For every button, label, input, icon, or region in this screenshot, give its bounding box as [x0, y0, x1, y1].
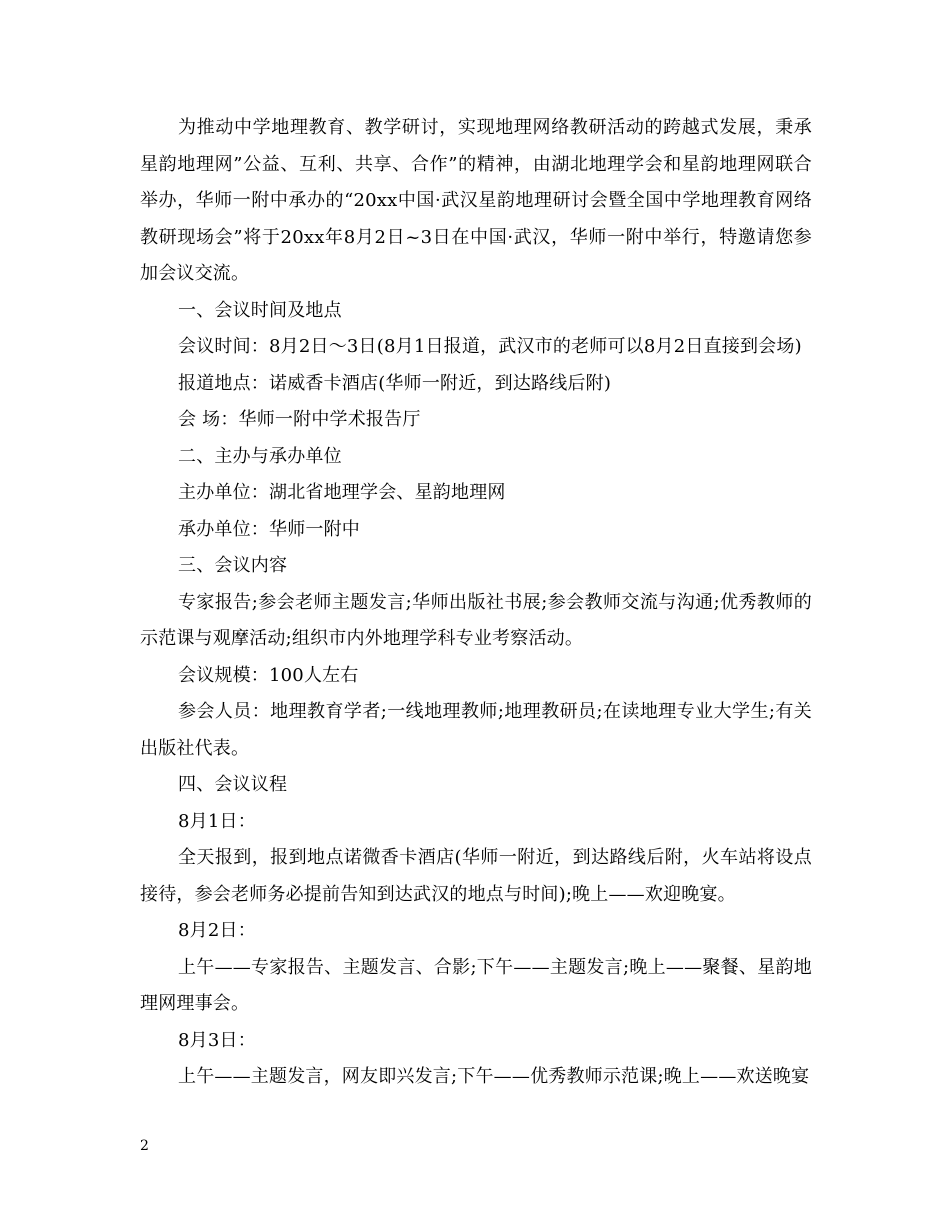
heading-time-location: 一、会议时间及地点 [178, 299, 342, 321]
document-body [140, 110, 812, 1096]
agenda-item-aug1: 全天报到，报到地点诺微香卡酒店(华师一附近，到达路线后附，火车站将设点接待，参会老师务必提前告知到达武汉的地点与时间);晚上——欢迎晚宴。 [140, 847, 812, 905]
paragraph-content: 专家报告;参会老师主题发言;华师出版社书展;参会教师交流与沟通;优秀教师的示范课与观摩活动;组织市内外地理学科专业考察活动。 [140, 591, 812, 649]
paragraph-participants: 参会人员：地理教育学者;一线地理教师;地理教研员;在读地理专业大学生;有关出版社代表。 [140, 701, 812, 759]
agenda-date-aug1: 8月1日： [178, 810, 256, 832]
page-number: 2 [140, 1138, 149, 1154]
paragraph-registration-location: 报道地点：诺威香卡酒店(华师一附近，到达路线后附) [178, 372, 612, 394]
paragraph-venue: 会 场：华师一附中学术报告厅 [178, 409, 421, 430]
paragraph-co-host: 承办单位：华师一附中 [178, 518, 360, 540]
heading-organizers: 二、主办与承办单位 [178, 445, 342, 467]
agenda-item-aug3: 上午——主题发言，网友即兴发言;下午——优秀教师示范课;晚上——欢送晚宴 [178, 1066, 810, 1087]
heading-content: 三、会议内容 [178, 555, 288, 576]
heading-agenda: 四、会议议程 [178, 774, 288, 795]
agenda-date-aug2: 8月2日： [178, 920, 256, 941]
paragraph-host: 主办单位：湖北省地理学会、星韵地理网 [178, 482, 506, 503]
agenda-date-aug3: 8月3日： [178, 1029, 256, 1051]
agenda-item-aug2: 上午——专家报告、主题发言、合影;下午——主题发言;晚上——聚餐、星韵地理网理事会。 [140, 956, 812, 1014]
paragraph-intro: 为推动中学地理教育、教学研讨，实现地理网络教研活动的跨越式发展，秉承星韵地理网”公益、互利、共享、合作”的精神，由湖北地理学会和星韵地理网联合举办，华师一附中承办的“20xx中国·武汉星韵地理研讨会暨全国中学地理教育网络教研现场会”将于20xx年8月2日~3日在中国·武汉，华师一附中举行，特邀请您参加会议交流。 [140, 117, 812, 284]
paragraph-meeting-time: 会议时间：8月2日～3日(8月1日报道，武汉市的老师可以8月2日直接到会场) [178, 336, 802, 357]
paragraph-scale: 会议规模：100人左右 [178, 664, 359, 686]
